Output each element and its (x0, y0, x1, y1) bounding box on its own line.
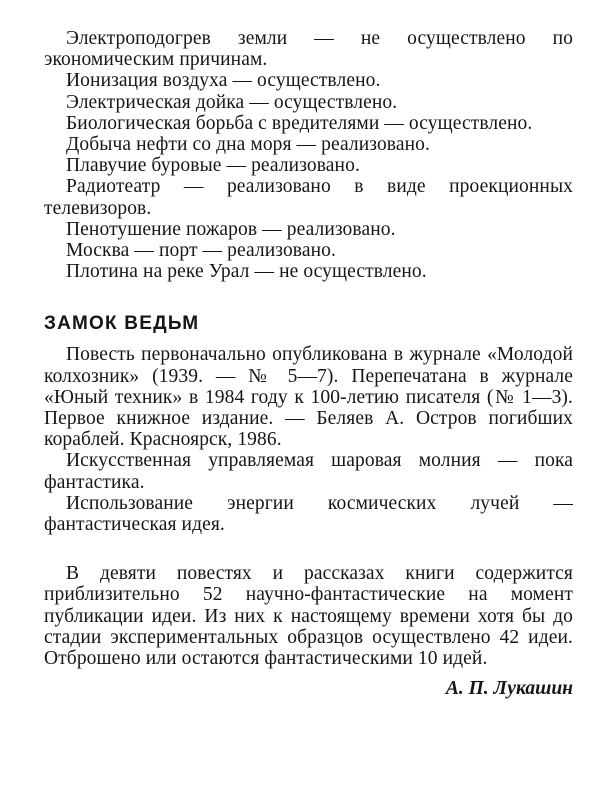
list-item: Плотина на реке Урал — не осуществлено. (66, 261, 427, 283)
list-item: Электрическая дойка — осуществлено. (66, 91, 398, 113)
author-signature: А. П. Лукашин (445, 678, 573, 700)
list-item: Москва — порт — реализовано. (66, 240, 336, 262)
castle-section-body (44, 344, 573, 535)
list-item: Электроподогрев земли — не осуществлено по экономическим причинам. (44, 28, 573, 71)
list-item: Биологическая борьба с вредителями — осуществлено. (66, 112, 533, 134)
summary-block (44, 563, 573, 669)
idea-paragraph: Искусственная управляемая шаровая молния — пока фантастика. (44, 450, 573, 493)
summary-paragraph: В девяти повестях и рассказах книги содержится приблизительно 52 научно-фантастические на момент публикации идеи. Из них к настоящему времени хотя бы до стадии экспериментальных образцов осуществлено 42 идеи. Отброшено или остаются фантастическими 10 идей. (44, 563, 573, 670)
list-item: Добыча нефти со дна моря — реализовано. (66, 134, 430, 156)
list-item: Плавучие буровые — реализовано. (66, 155, 360, 177)
section-heading: ЗАМОК ВЕДЬМ (44, 313, 200, 335)
document-page (44, 28, 573, 701)
list-item: Радиотеатр — реализовано в виде проекционных телевизоров. (44, 176, 573, 219)
idea-paragraph: Использование энергии космических лучей — фантастическая идея. (44, 492, 573, 536)
list-item: Пенотушение пожаров — реализовано. (66, 218, 396, 240)
ideas-status-list (44, 28, 573, 282)
publication-paragraph: Повесть первоначально опубликована в журнале «Молодой колхозник» (1939. — № 5—7). Перепечатана в журнале «Юный техник» в 1984 году к 100-летию писателя (№ 1—3). Первое книжное издание. — Беляев А. Остров погибших кораблей. Красноярск, 1986. (44, 344, 573, 451)
list-item: Ионизация воздуха — осуществлено. (66, 70, 381, 92)
